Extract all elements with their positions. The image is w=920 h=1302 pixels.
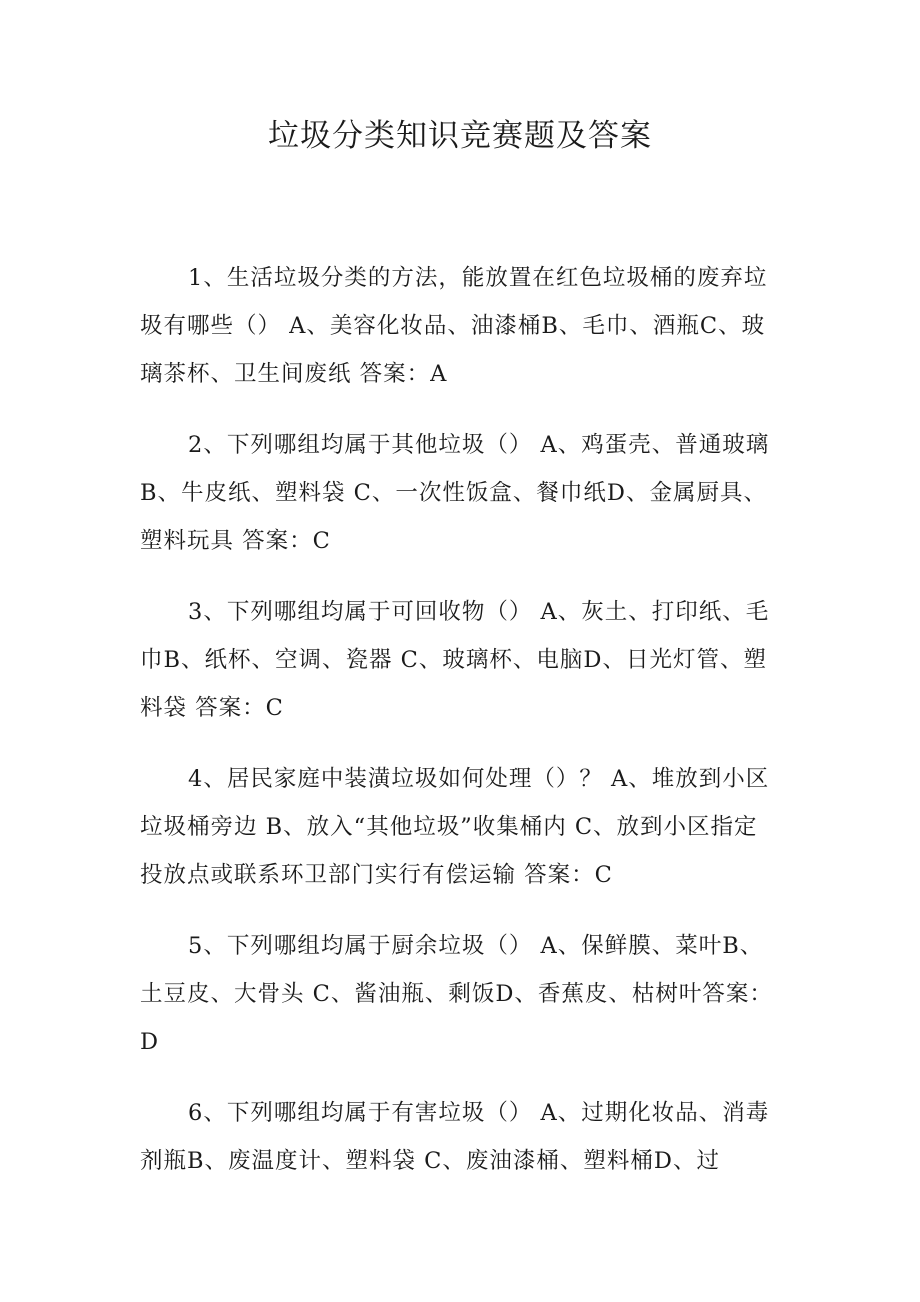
- document-title: 垃圾分类知识竞赛题及答案: [268, 118, 652, 154]
- question-list: [140, 254, 780, 1208]
- question-2: 2、下列哪组均属于其他垃圾（） A、鸡蛋壳、普通玻璃B、牛皮纸、塑料袋 C、一次性饭盒、餐巾纸D、金属厨具、塑料玩具 答案：C: [140, 432, 770, 554]
- question-6: 6、下列哪组均属于有害垃圾（） A、过期化妆品、消毒剂瓶B、废温度计、塑料袋 C、废油漆桶、塑料桶D、过: [140, 1100, 770, 1174]
- question-5: 5、下列哪组均属于厨余垃圾（） A、保鲜膜、菜叶B、土豆皮、大骨头 C、酱油瓶、剩饭D、香蕉皮、枯树叶答案：D: [140, 933, 773, 1055]
- question-3: 3、下列哪组均属于可回收物（） A、灰土、打印纸、毛巾B、纸杯、空调、瓷器 C、玻璃杯、电脑D、日光灯管、塑料袋 答案：C: [140, 599, 770, 721]
- question-1: 1、生活垃圾分类的方法，能放置在红色垃圾桶的废弃垃圾有哪些（） A、美容化妆品、油漆桶B、毛巾、酒瓶C、玻璃茶杯、卫生间废纸 答案：A: [140, 265, 768, 387]
- question-4: 4、居民家庭中装潢垃圾如何处理（）？ A、堆放到小区垃圾桶旁边 B、放入“其他垃圾”收集桶内 C、放到小区指定投放点或联系环卫部门实行有偿运输 答案：C: [140, 766, 770, 888]
